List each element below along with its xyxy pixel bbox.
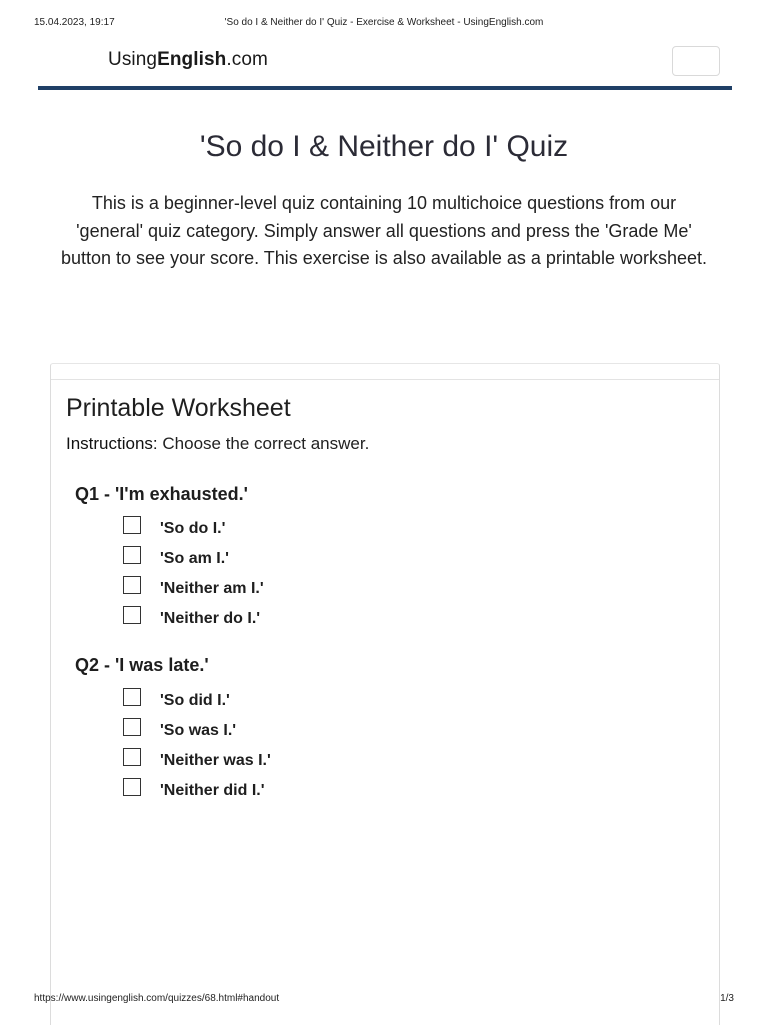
instructions-label: Instructions:	[66, 434, 158, 453]
print-page-number: 1/3	[720, 993, 734, 1004]
answer-label: 'So am I.'	[160, 550, 229, 567]
answer-option[interactable]	[123, 688, 623, 718]
answer-option[interactable]	[123, 718, 623, 748]
answer-label: 'Neither do I.'	[160, 610, 261, 627]
answer-checkbox[interactable]	[123, 778, 141, 796]
answer-label: 'Neither am I.'	[160, 580, 264, 597]
site-header	[38, 44, 732, 90]
worksheet-title: Printable Worksheet	[66, 394, 291, 422]
card-divider	[51, 379, 719, 380]
worksheet-card	[50, 363, 720, 1025]
question-2-options	[123, 688, 623, 808]
print-datetime: 15.04.2023, 19:17	[34, 17, 115, 28]
print-document-title: 'So do I & Neither do I' Quiz - Exercise & Worksheet - UsingEnglish.com	[224, 17, 544, 28]
question-1: Q1 - 'I'm exhausted.'	[75, 484, 248, 504]
answer-checkbox[interactable]	[123, 606, 141, 624]
instructions	[66, 434, 369, 454]
menu-toggle-button[interactable]	[672, 46, 720, 76]
site-logo[interactable]	[108, 49, 268, 71]
answer-option[interactable]	[123, 516, 623, 546]
page-title: 'So do I & Neither do I' Quiz	[199, 130, 569, 163]
answer-label: 'So do I.'	[160, 520, 226, 537]
print-header	[0, 17, 768, 31]
logo-text-using: Using	[108, 49, 158, 70]
answer-option[interactable]	[123, 546, 623, 576]
answer-option[interactable]	[123, 606, 623, 636]
quiz-intro-text: This is a beginner-level quiz containing 10 multichoice questions from our 'general' quiz category. Simply answer all questions and press the 'Grade Me' button to see your score. This exercise is also available as a printable worksheet.	[60, 193, 707, 268]
answer-label: 'So did I.'	[160, 692, 230, 709]
answer-checkbox[interactable]	[123, 688, 141, 706]
answer-label: 'So was I.'	[160, 722, 237, 739]
instructions-text: Choose the correct answer.	[157, 434, 370, 453]
answer-checkbox[interactable]	[123, 516, 141, 534]
print-url: https://www.usingenglish.com/quizzes/68.html#handout	[34, 993, 280, 1004]
logo-text-domain: .com	[226, 49, 268, 70]
answer-option[interactable]	[123, 576, 623, 606]
answer-label: 'Neither did I.'	[160, 782, 265, 799]
print-footer	[0, 993, 768, 1007]
answer-checkbox[interactable]	[123, 546, 141, 564]
question-1-options	[123, 516, 623, 636]
question-2: Q2 - 'I was late.'	[75, 655, 209, 675]
answer-label: 'Neither was I.'	[160, 752, 271, 769]
answer-checkbox[interactable]	[123, 748, 141, 766]
answer-checkbox[interactable]	[123, 576, 141, 594]
answer-option[interactable]	[123, 748, 623, 778]
answer-option[interactable]	[123, 778, 623, 808]
logo-text-english: English	[157, 49, 227, 70]
answer-checkbox[interactable]	[123, 718, 141, 736]
